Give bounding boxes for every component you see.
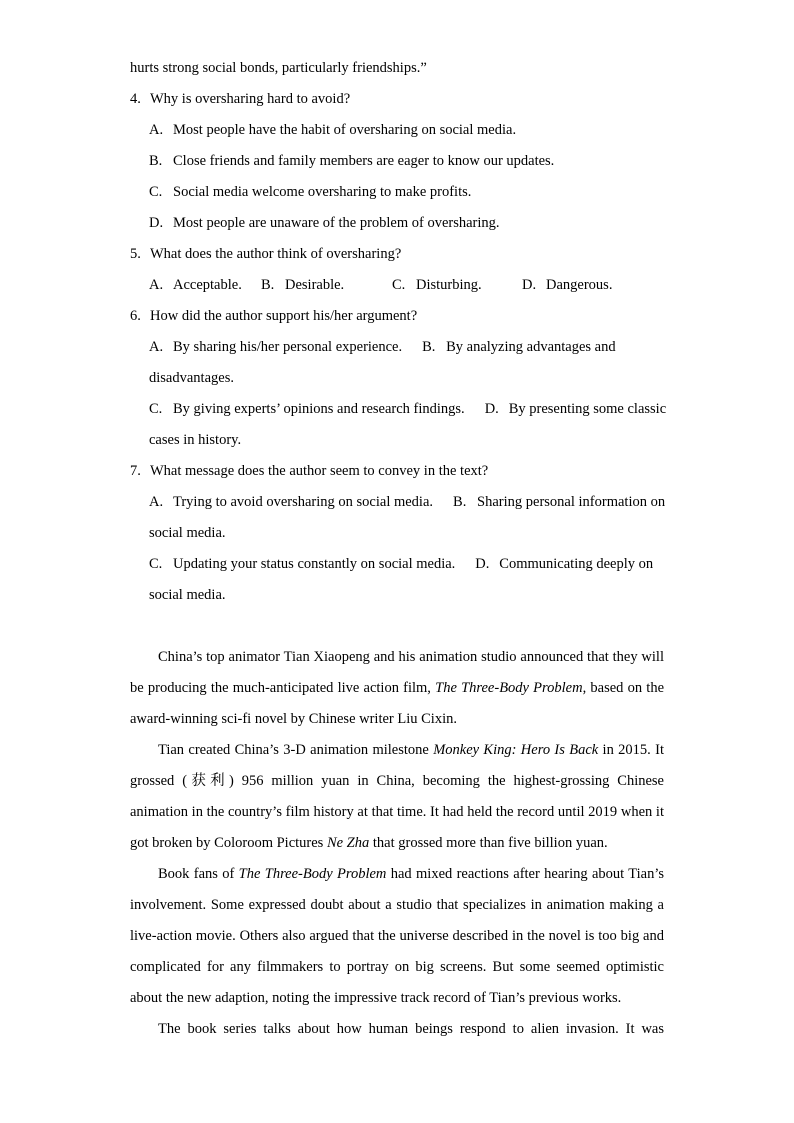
passage-paragraph (130, 1014, 664, 1045)
option-text: Desirable. (285, 277, 345, 293)
option-label: D. (475, 556, 490, 572)
option-text: Most people have the habit of oversharing on social media. (173, 122, 517, 138)
option-item (392, 270, 522, 301)
question-number: 5. (130, 246, 141, 262)
question-number: 7. (130, 463, 141, 479)
option-line (149, 549, 664, 580)
question-text: How did the author support his/her argument? (150, 308, 418, 324)
option-label: B. (261, 277, 275, 293)
option-text: Communicating deeply on (499, 556, 654, 572)
option-line (149, 115, 664, 146)
option-item (149, 525, 226, 541)
option-item (149, 215, 500, 231)
option-label: C. (392, 277, 406, 293)
option-item (261, 270, 392, 301)
passage-italic-segment: Ne Zha (326, 835, 370, 851)
passage-text-segment: Tian created China’s 3-D animation milestone (158, 742, 434, 758)
option-label: A. (149, 339, 164, 355)
option-item (149, 494, 433, 510)
option-line (149, 425, 664, 456)
option-item (149, 153, 554, 169)
question-stem (130, 456, 664, 487)
question-stem (130, 301, 664, 332)
option-text: Disturbing. (416, 277, 482, 293)
option-label: C. (149, 401, 163, 417)
option-text: Dangerous. (546, 277, 613, 293)
option-item (453, 494, 665, 510)
option-label: D. (149, 215, 164, 231)
question-text: What message does the author seem to convey in the text? (150, 463, 489, 479)
option-item (149, 370, 234, 386)
question-stem (130, 84, 664, 115)
option-line (149, 332, 664, 363)
option-label: D. (522, 277, 537, 293)
option-item (149, 270, 261, 301)
option-item (149, 556, 455, 572)
option-text: By giving experts’ opinions and research findings. (173, 401, 465, 417)
passage-text-segment: China’s top animator Tian Xiaopeng and his animation studio announced that they will be producing the much-anticipated live action film, (130, 649, 664, 696)
passage-italic-segment: The Three-Body Problem (238, 866, 387, 882)
option-item (149, 122, 516, 138)
option-text: Updating your status constantly on social media. (173, 556, 456, 572)
option-label: B. (149, 153, 163, 169)
option-text: Sharing personal information on (477, 494, 666, 510)
option-label: B. (422, 339, 436, 355)
option-item (149, 184, 471, 200)
passage-text-segment: that grossed more than five billion yuan. (369, 835, 608, 851)
option-text: Trying to avoid oversharing on social media. (173, 494, 434, 510)
option-text: cases in history. (149, 432, 242, 448)
options-block (149, 270, 664, 301)
option-line (149, 146, 664, 177)
passage-italic-segment: The Three-Body Problem (435, 680, 583, 696)
option-label: D. (484, 401, 499, 417)
options-block (149, 332, 667, 456)
question-5 (130, 239, 664, 301)
options-block (149, 115, 664, 239)
option-line (149, 518, 664, 549)
option-item (485, 401, 666, 417)
option-text: Close friends and family members are eager to know our updates. (173, 153, 555, 169)
option-line (149, 208, 664, 239)
questions-section (130, 84, 667, 611)
passage-section (130, 642, 664, 1045)
option-line (149, 394, 667, 425)
question-text: What does the author think of oversharing? (150, 246, 402, 262)
passage-text-segment: Book fans of (158, 866, 239, 882)
blank-line (130, 611, 664, 642)
option-text: By analyzing advantages and (446, 339, 616, 355)
option-label: A. (149, 122, 164, 138)
question-6 (130, 301, 667, 456)
option-label: C. (149, 556, 163, 572)
option-text: disadvantages. (149, 370, 234, 386)
option-item (522, 270, 612, 301)
passage-paragraph (130, 735, 664, 859)
option-text: By presenting some classic (508, 401, 667, 417)
option-text: By sharing his/her personal experience. (173, 339, 403, 355)
question-text: Why is oversharing hard to avoid? (150, 91, 351, 107)
option-text: social media. (149, 587, 226, 603)
option-line (149, 363, 664, 394)
option-item (149, 401, 465, 417)
options-block (149, 487, 664, 611)
option-label: C. (149, 184, 163, 200)
passage-paragraph (130, 642, 664, 735)
passage-text-segment: in 2015. It grossed (获利) 956 million yuan in China, becoming the highest-grossing Chinese animation in the country’s film history at that time. It had held the record until 2019 when it got broken by Coloroom Pictures (130, 742, 664, 851)
option-text: Acceptable. (173, 277, 242, 293)
option-item (149, 339, 402, 355)
passage-text-segment: The book series talks about how human beings respond to alien invasion. It was (158, 1021, 664, 1037)
question-7 (130, 456, 664, 611)
option-line (149, 487, 664, 518)
option-line (149, 177, 664, 208)
passage-paragraph (130, 859, 664, 1014)
option-text: Social media welcome oversharing to make profits. (173, 184, 472, 200)
option-label: A. (149, 277, 164, 293)
option-text: Most people are unaware of the problem of oversharing. (173, 215, 500, 231)
option-line (149, 580, 664, 611)
option-item (475, 556, 653, 572)
option-label: B. (453, 494, 467, 510)
option-line (149, 270, 664, 301)
question-number: 4. (130, 91, 141, 107)
passage-text-segment: , based on the award-winning sci-fi novel by Chinese writer Liu Cixin. (130, 680, 664, 727)
option-text: social media. (149, 525, 226, 541)
option-label: A. (149, 494, 164, 510)
option-item (149, 587, 226, 603)
question-4 (130, 84, 664, 239)
passage-italic-segment: Monkey King: Hero Is Back (433, 742, 599, 758)
option-item (422, 339, 616, 355)
passage-text-segment: had mixed reactions after hearing about Tian’s involvement. Some expressed doubt about a studio that specializes in animation making a live-action movie. Others also argued that the universe described in the novel is too big and complicated for any filmmakers to portray on big screens. But some seemed optimistic about the new adaption, noting the impressive track record of Tian’s previous works. (130, 866, 664, 1006)
fragment-line: hurts strong social bonds, particularly friendships.” (130, 60, 427, 76)
option-item (149, 432, 241, 448)
question-stem (130, 239, 664, 270)
question-number: 6. (130, 308, 141, 324)
